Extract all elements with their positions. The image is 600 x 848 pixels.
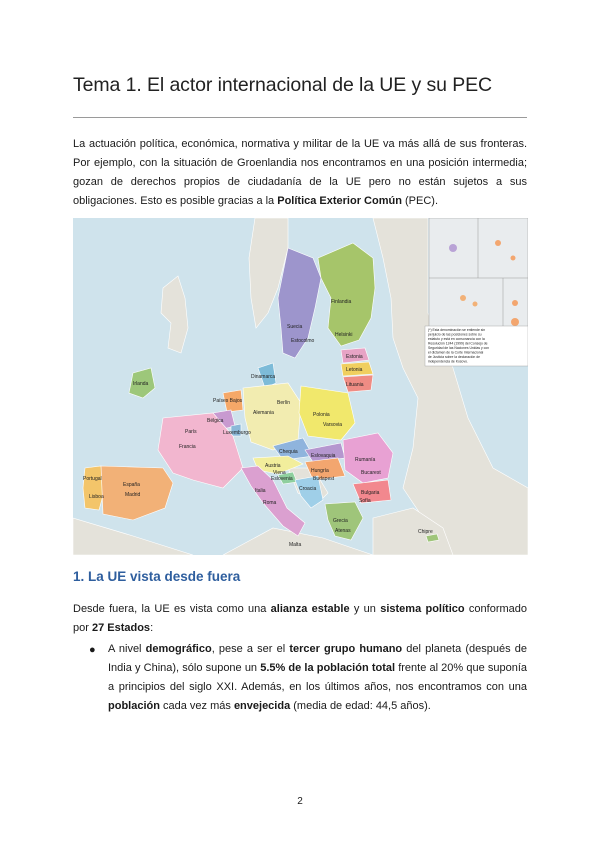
map-label: Hungría xyxy=(311,468,329,474)
map-label: Malta xyxy=(289,542,302,548)
map-label: Austria xyxy=(265,463,281,469)
map-label: Bucarest xyxy=(361,470,381,476)
map-label: Países Bajos xyxy=(213,398,243,404)
page-number: 2 xyxy=(297,796,303,807)
map-label: Italia xyxy=(255,488,266,494)
map-label: Bulgaria xyxy=(361,490,380,496)
map-note-line: (*) Esta denominación se entiende sin xyxy=(428,328,486,332)
map-label: Finlandia xyxy=(331,299,352,305)
map-label: Estonia xyxy=(346,354,363,360)
section-paragraph: Desde fuera, la UE es vista como una alianza estable y un sistema político conformado por 27 Estados: xyxy=(73,603,527,634)
map-note-line: perjuicio de las posiciones sobre su xyxy=(428,332,482,337)
map-label: París xyxy=(185,429,197,435)
map-label: Irlanda xyxy=(133,381,149,387)
map-label: Francia xyxy=(179,444,196,450)
map-label: Sofía xyxy=(359,498,371,504)
map-label: Bélgica xyxy=(207,418,224,424)
map-label: Varsovia xyxy=(323,422,343,428)
map-label: Chipre xyxy=(418,529,433,535)
map-label: Rumanía xyxy=(355,457,376,463)
map-label: España xyxy=(123,482,140,488)
map-label: Lituania xyxy=(346,382,364,388)
bullet-icon: ● xyxy=(89,644,96,656)
map-label: Suecia xyxy=(287,324,303,330)
map-label: Alemania xyxy=(253,410,274,416)
bullet-paragraph: A nivel demográfico, pese a ser el tercer grupo humano del planeta (después de India y China), sólo supone un 5.5% de la población total frente al 20% que suponía a principios del siglo XXI. Además, en los últimos años, nos encontramos con una población cada vez más envejecida (media de edad: 44,5 años). xyxy=(108,643,528,712)
map-label: Estocolmo xyxy=(291,338,315,344)
map-label: Helsinki xyxy=(335,332,353,338)
map-label: Grecia xyxy=(333,518,348,524)
eu-map-image xyxy=(73,218,528,555)
map-label: Portugal xyxy=(83,476,102,482)
map-label: Viena xyxy=(273,470,286,476)
map-label: Atenas xyxy=(335,528,351,534)
map-note-line: Seguridad de las Naciones Unidas y con xyxy=(428,346,490,350)
map-label: Madrid xyxy=(125,492,141,498)
map-label: Luxemburgo xyxy=(223,430,251,436)
map-note-line: estatuto y está en consonancia con la xyxy=(428,337,485,341)
intro-paragraph: La actuación política, económica, normativa y militar de la UE va más allá de sus fronteras. Por ejemplo, con la situación de Groenlandia nos encontramos en una posición intermedia; gozan de derechos propios de ciudadanía de la UE pero no están sujetos a sus obligaciones. Esto es posible gracias a la Política Exterior Común (PEC). xyxy=(73,138,527,207)
map-note-line: de Justicia sobre la declaración de xyxy=(428,355,481,359)
map-label: Dinamarca xyxy=(251,374,276,380)
map-note-line: el dictamen de la Corte Internacional xyxy=(428,350,484,355)
map-label: Lisboa xyxy=(89,494,104,500)
map-label: Budapest xyxy=(313,476,335,482)
map-label: Berlín xyxy=(277,400,291,406)
map-label: Croacia xyxy=(299,486,317,492)
map-label: Eslovaquia xyxy=(311,453,336,459)
map-label: Chequia xyxy=(279,449,298,455)
title-underline xyxy=(73,117,527,118)
map-label: Letonia xyxy=(346,367,363,373)
page-title: Tema 1. El actor internacional de la UE y su PEC xyxy=(73,74,492,96)
map-label: Eslovenia xyxy=(271,476,293,482)
map-note-line: Resolución 1244 (1999) del Consejo de xyxy=(428,341,488,346)
map-label: Roma xyxy=(263,500,277,506)
section-heading: 1. La UE vista desde fuera xyxy=(73,569,241,584)
map-label: Polonia xyxy=(313,412,330,418)
map-note-line: independencia de Kosovo. xyxy=(428,359,468,364)
